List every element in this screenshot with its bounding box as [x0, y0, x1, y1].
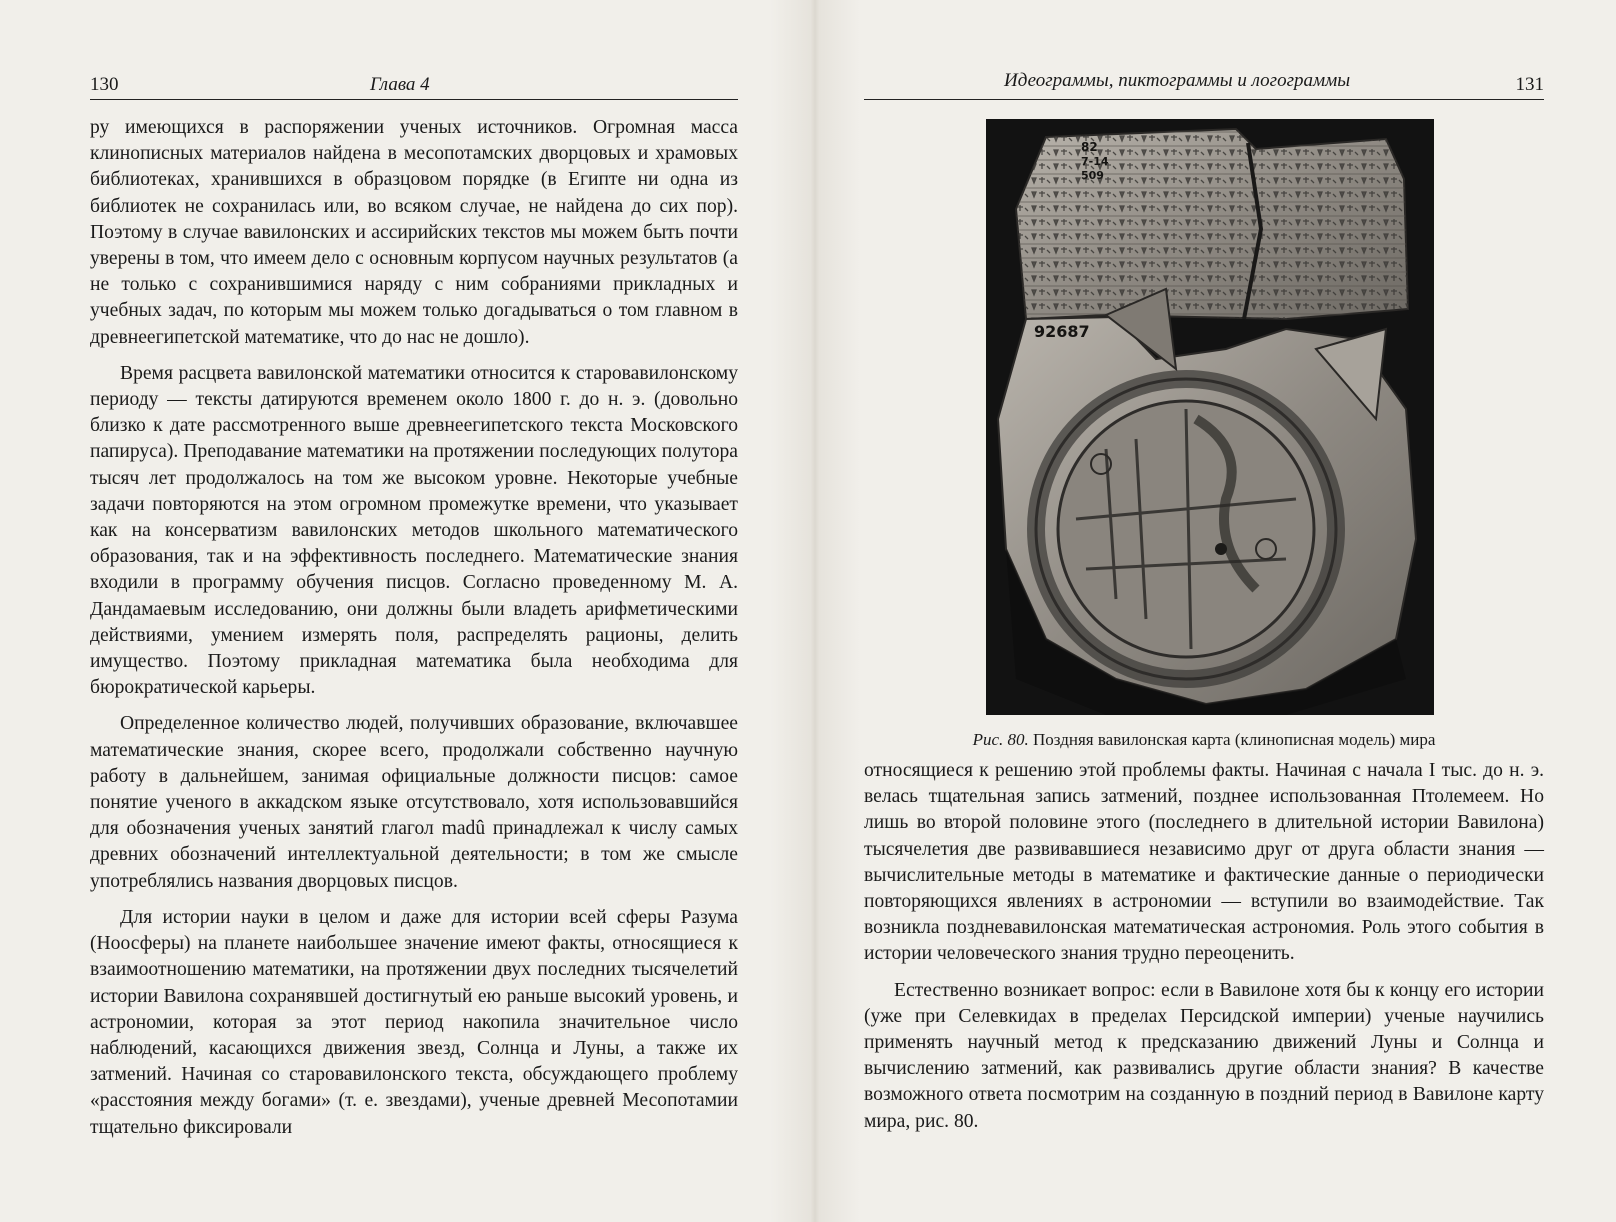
babylonian-map-tablet-photo [986, 119, 1434, 715]
tablet-illustration [986, 119, 1434, 715]
paragraph: ру имеющихся в распоряжении ученых источников. Огромная масса клинописных материалов найдена в месопотамских дворцовых и храмовых библиотеках, хранившихся в образцовом порядке (в Египте ни одна из библиотек не сохранилась или, во всяком случае, не найдена до сих пор). Поэтому в случае вавилонских и ассирийских текстов мы можем быть почти уверены в том, что имеем дело с основным корпусом научных результатов (а не только с сохранившимися наряду с ним собраниями прикладных и учебных задач, по которым мы можем только догадываться о том главном в древнеегипетской математике, что до нас не дошло). [90, 117, 738, 348]
left-running-head [90, 70, 738, 100]
left-page [0, 0, 790, 1222]
paragraph: относящиеся к решению этой проблемы факты. Начиная с начала I тыс. до н. э. велась тщательная запись затмений, позднее использованная Птолемеем. Но лишь во второй половине этого (последнего в длительной истории Вавилона) тысячелетия две развивавшиеся независимо друг от друга области знания — вычислительные методы в математике и фактические данные о периодически повторяющихся явлениях в астрономии — вступили во взаимодействие. Так возникла поздневавилонская математическая астрономия. Роль этого события в истории человеческого знания трудно переоценить. [864, 760, 1544, 965]
paragraph: Для истории науки в целом и даже для истории всей сферы Разума (Ноосферы) на планете наибольшее значение имеют факты, относящиеся к взаимоотношению математики, на протяжении двух последних тысячелетий истории Вавилона сохранявшей достигнутый ею раньше высокий уровень, и астрономии, которая за этот период накопила значительное число наблюдений, касающихся движения звезд, Солнца и Луны, а также их затмений. Начиная со старовавилонского текста, обсуждающего проблему «расстояния между богами» (т. е. звездами), ученые древней Месопотамии тщательно фиксировали [90, 906, 738, 1138]
figure-label: Рис. 80. [972, 730, 1029, 749]
figure-caption [864, 730, 1544, 750]
paragraph: Определенное количество людей, получивших образование, включавшее математические знания, скорее всего, продолжали собственно научную работу в дальнейшем, занимая официальные должности писцов: самое понятие ученого в аккадском языке отсутствовало, хотя использовавшийся для обозначения ученых занятий глагол madû принадлежал к числу самых древних обозначений интеллектуальной деятельности; в том же смысле употреблялись названия дворцовых писцов. [90, 713, 738, 892]
right-running-head [864, 70, 1544, 100]
paragraph: Естественно возникает вопрос: если в Вавилоне хотя бы к концу его истории (уже при Селевкидах в пределах Персидской империи) ученые научились применять научный метод к предсказанию движений Луны и Солнца и вычислению затмений, как развивались другие области знания? В качестве возможного ответа посмотрим на созданную в поздний период в Вавилоне карту мира, рис. 80. [864, 979, 1544, 1132]
figure-caption-text: Поздняя вавилонская карта (клинописная модель) мира [1033, 730, 1436, 749]
chapter-title: Глава 4 [370, 74, 430, 95]
left-page-number: 130 [90, 74, 119, 95]
tablet-registration-label: 509 [1081, 169, 1104, 182]
left-body-text [90, 115, 738, 1151]
tablet-registration-label: 82 [1081, 140, 1098, 154]
paragraph: Время расцвета вавилонской математики относится к старовавилонскому периоду — тексты датируются временем около 1800 г. до н. э. (довольно близко к дате рассмотренного выше древнеегипетского текста Московского папируса). Преподавание математики на протяжении последующих полутора тысяч лет продолжалось на том же высоком уровне. Некоторые учебные задачи повторяются на этом огромном промежутке времени, что указывает как на консерватизм вавилонских методов школьного математического образования, так и на эффективность последнего. Математические знания входили в программу обучения писцов. Согласно проведенному М. А. Дандамаевым исследованию, они должны были владеть арифметическими действиями, умением измерять поля, распределять рационы, делить имущество. Поэтому прикладная математика была необходима для бюрократической карьеры. [90, 362, 738, 699]
right-page [850, 0, 1616, 1222]
header-rule [90, 99, 738, 100]
museum-number-label: 92687 [1034, 322, 1090, 341]
tablet-registration-label: 7-14 [1081, 155, 1109, 168]
header-rule [864, 99, 1544, 100]
right-page-number: 131 [1515, 74, 1544, 95]
section-title: Идеограммы, пиктограммы и логограммы [1004, 70, 1351, 91]
right-body-text [864, 758, 1544, 1145]
